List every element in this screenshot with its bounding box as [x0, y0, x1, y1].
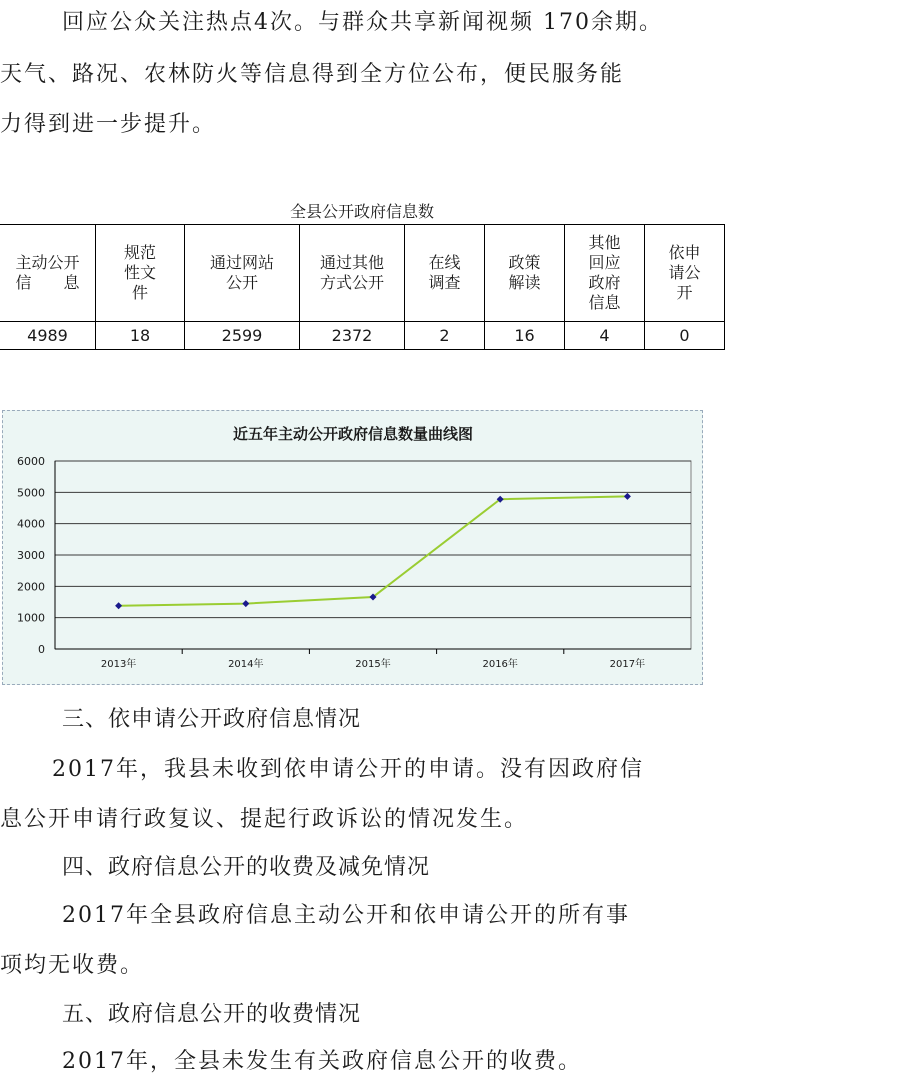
x-tick-label: 2014年 [228, 659, 264, 670]
paragraph-line: 力得到进一步提升。 [0, 112, 217, 137]
y-tick-label: 4000 [17, 517, 45, 531]
section-title: 五、政府信息公开的收费情况 [62, 1002, 362, 1027]
x-tick-label: 2013年 [100, 659, 137, 670]
header-cell: 依申 请公 开 [645, 225, 725, 322]
value-cell: 0 [645, 322, 725, 350]
paragraph-line: 2017年全县政府信息主动公开和依申请公开的所有事 [62, 903, 630, 928]
value-cell: 2372 [300, 322, 405, 350]
header-cell: 在线 调查 [405, 225, 485, 322]
chart-svg [3, 411, 702, 684]
header-cell: 通过网站 公开 [185, 225, 300, 322]
y-tick-label: 2000 [17, 580, 45, 594]
paragraph-line: 天气、路况、农林防火等信息得到全方位公布，便民服务能 [0, 62, 625, 87]
paragraph-line: 2017年，全县未发生有关政府信息公开的收费。 [62, 1049, 582, 1074]
value-cell: 2599 [185, 322, 300, 350]
info-table [0, 224, 725, 350]
x-tick-label: 2016年 [482, 659, 518, 670]
header-cell: 通过其他 方式公开 [300, 225, 405, 322]
table-caption: 全县公开政府信息数 [289, 202, 434, 221]
paragraph-line: 回应公众关注热点4次。与群众共享新闻视频 170余期。 [62, 10, 663, 35]
section-title: 四、政府信息公开的收费及减免情况 [62, 855, 431, 880]
value-cell: 4 [565, 322, 645, 350]
y-tick-label: 6000 [17, 455, 45, 468]
value-cell: 16 [485, 322, 565, 350]
paragraph-line: 息公开申请行政复议、提起行政诉讼的情况发生。 [0, 807, 529, 832]
header-cell: 其他 回应 政府 信息 [565, 225, 645, 322]
section-title: 三、依申请公开政府信息情况 [62, 707, 362, 732]
header-cell: 主动公开 信 息 [0, 225, 96, 322]
paragraph-line: 2017年，我县未收到依申请公开的申请。没有因政府信 [52, 757, 644, 782]
y-tick-label: 0 [38, 643, 45, 656]
y-tick-label: 1000 [17, 611, 45, 625]
paragraph-line: 项均无收费。 [0, 953, 145, 978]
header-cell: 政策 解读 [485, 225, 565, 322]
value-cell: 4989 [0, 322, 96, 350]
x-tick-label: 2017年 [609, 659, 646, 670]
value-cell: 2 [405, 322, 485, 350]
line-chart [2, 410, 703, 685]
value-cell: 18 [96, 322, 185, 350]
y-tick-label: 5000 [17, 486, 45, 500]
x-tick-label: 2015年 [355, 659, 391, 670]
table-row [0, 322, 725, 350]
header-cell: 规范 性文 件 [96, 225, 185, 322]
y-tick-label: 3000 [17, 549, 45, 562]
chart-title: 近五年主动公开政府信息数量曲线图 [232, 425, 474, 443]
table-header-row [0, 225, 725, 322]
